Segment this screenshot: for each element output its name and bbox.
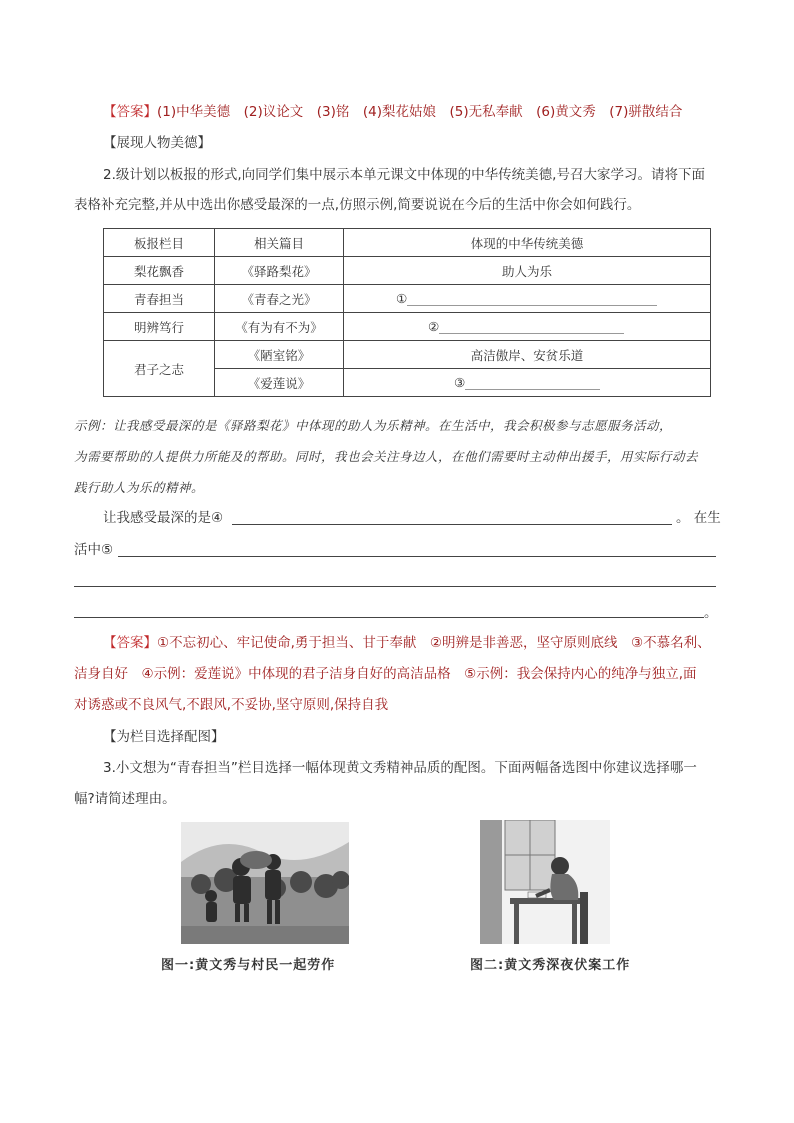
- table-cell-virtue-blank[interactable]: [344, 285, 711, 313]
- table-row: [104, 341, 711, 369]
- fill-blank[interactable]: [439, 321, 624, 334]
- fill-end: 。: [704, 605, 718, 621]
- table-cell-column: 青春担当: [104, 285, 215, 313]
- figure-1-caption: 图一:黄文秀与村民一起劳作: [161, 958, 336, 973]
- table-cell-column: 梨花飘香: [104, 257, 215, 285]
- answer-1-text: (1)中华美德 (2)议论文 (3)铭 (4)梨花姑娘 (5)无私奉献 (6)黄文秀 (7)骈散结合: [157, 104, 683, 120]
- example-line-2: 为需要帮助的人提供力所能及的帮助。同时，我也会关注身边人，在他们需要时主动伸出援手，用实际行动去: [74, 449, 699, 464]
- table-cell-work: 《青春之光》: [215, 285, 344, 313]
- table-cell-work: 《爱莲说》: [215, 369, 344, 397]
- fill-blank[interactable]: [465, 377, 600, 390]
- figure-2-image[interactable]: [480, 820, 610, 944]
- table-row: [104, 313, 711, 341]
- answer-tag: 【答案】: [103, 635, 157, 651]
- table-header: 相关篇目: [215, 229, 344, 257]
- table-row: [104, 285, 711, 313]
- answer-2-line-2: 洁身自好 ④示例：爱莲说》中体现的君子洁身自好的高洁品格 ⑤示例：我会保持内心的纯净与独立,面: [74, 666, 697, 682]
- answer-tag: 【答案】: [103, 104, 157, 120]
- answer-1: [103, 102, 682, 122]
- board-table: [103, 228, 711, 397]
- fill-mid: 。 在生: [676, 510, 721, 526]
- section-heading-virtue: 【展现人物美德】: [103, 135, 211, 151]
- table-cell-work: 《驿路梨花》: [215, 257, 344, 285]
- table-cell-virtue-blank[interactable]: [344, 369, 711, 397]
- fill-blank[interactable]: [407, 293, 657, 306]
- example-line-3: 践行助人为乐的精神。: [74, 480, 205, 495]
- table-cell-work: 《有为有不为》: [215, 313, 344, 341]
- answer-line-5b[interactable]: [74, 586, 716, 587]
- table-row: [104, 257, 711, 285]
- blank-number: ①: [396, 291, 408, 306]
- question-2-line-1: 2.级计划以板报的形式,向同学们集中展示本单元课文中体现的中华传统美德,号召大家学习。请将下面: [103, 167, 705, 183]
- table-cell-column: 君子之志: [104, 341, 215, 397]
- table-cell-virtue-blank[interactable]: [344, 313, 711, 341]
- example-line-1: 示例：让我感受最深的是《驿路梨花》中体现的助人为乐精神。在生活中，我会积极参与志愿服务活动，: [74, 418, 673, 433]
- answer-2-text: ①不忘初心、牢记使命,勇于担当、甘于奉献 ②明辨是非善恶，坚守原则底线 ③不慕名利、: [157, 635, 711, 651]
- fill-prefix: 让我感受最深的是④: [103, 510, 224, 526]
- figure-2-caption: 图二:黄文秀深夜伏案工作: [470, 958, 631, 973]
- blank-number: ③: [454, 375, 466, 390]
- question-3-line-1: 3.小文想为“青春担当”栏目选择一幅体现黄文秀精神品质的配图。下面两幅备选图中你建议选择哪一: [103, 760, 697, 776]
- figure-1-image[interactable]: [181, 822, 349, 944]
- table-header: 板报栏目: [104, 229, 215, 257]
- figure-1-illustration: [181, 822, 349, 944]
- figure-2-illustration: [480, 820, 610, 944]
- answer-line-5[interactable]: [118, 556, 716, 557]
- table-header: 体现的中华传统美德: [344, 229, 711, 257]
- table-cell-virtue: 助人为乐: [344, 257, 711, 285]
- fill-line-2-prefix: 活中⑤: [74, 542, 114, 558]
- blank-number: ②: [428, 319, 440, 334]
- answer-2-line-3: 对诱惑或不良风气,不跟风,不妥协,坚守原则,保持自我: [74, 697, 389, 713]
- answer-line-4[interactable]: [232, 524, 672, 525]
- answer-2-line-1: [103, 633, 711, 653]
- question-3-line-2: 幅?请简述理由。: [74, 791, 176, 807]
- table-cell-work: 《陋室铭》: [215, 341, 344, 369]
- table-header-row: [104, 229, 711, 257]
- table-cell-column: 明辨笃行: [104, 313, 215, 341]
- section-heading-illustration: 【为栏目选择配图】: [103, 729, 225, 745]
- question-2-line-2: 表格补充完整,并从中选出你感受最深的一点,仿照示例,简要说说在今后的生活中你会如何践行。: [74, 197, 641, 213]
- table-cell-virtue: 高洁傲岸、安贫乐道: [344, 341, 711, 369]
- answer-line-5c[interactable]: [74, 617, 704, 618]
